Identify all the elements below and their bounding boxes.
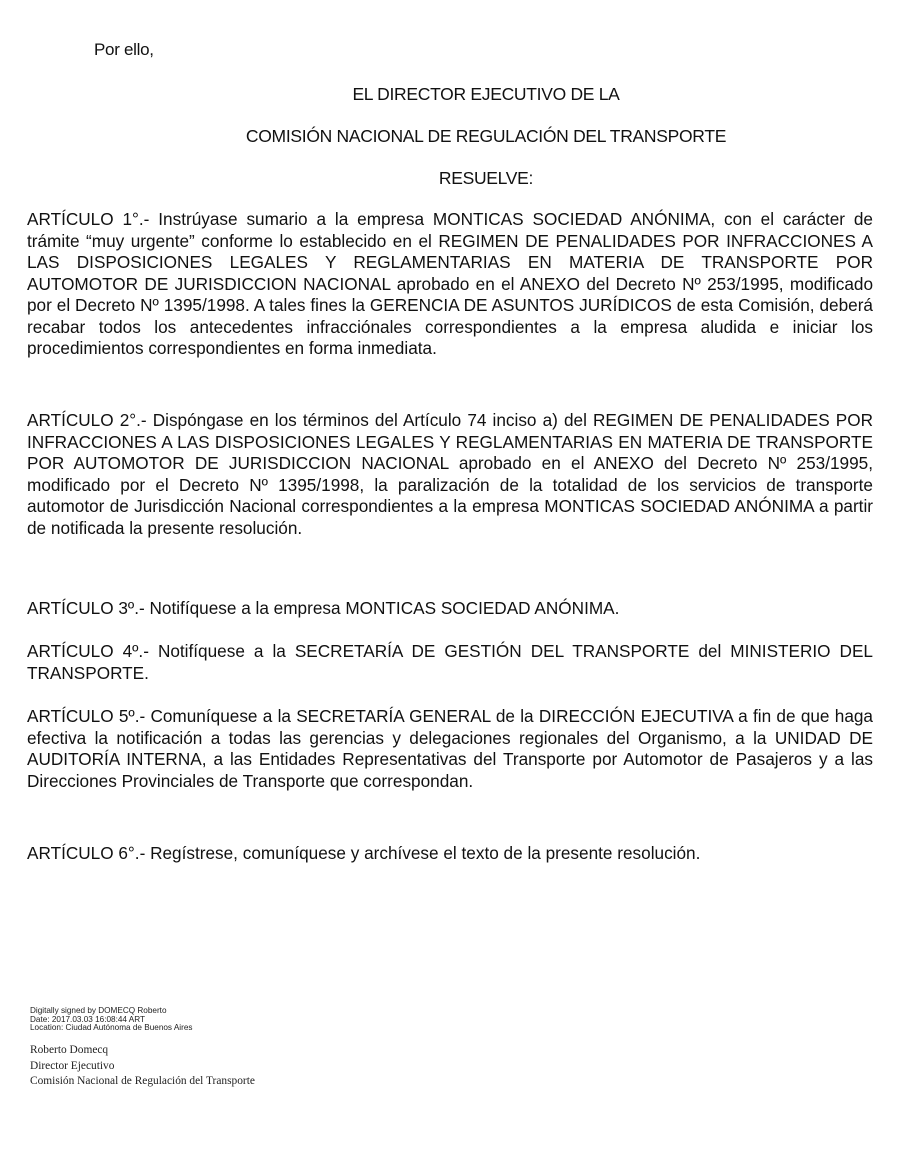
signer-organization: Comisión Nacional de Regulación del Transporte (30, 1075, 255, 1087)
article-3: ARTÍCULO 3º.- Notifíquese a la empresa MONTICAS SOCIEDAD ANÓNIMA. (27, 598, 620, 618)
title-line-resuelve: RESUELVE: (438, 168, 534, 188)
article-2: ARTÍCULO 2°.- Dispóngase en los términos del Artículo 74 inciso a) del REGIMEN DE PENALIDADES POR INFRACCIONES A LAS DISPOSICIONES LEGALES Y REGLAMENTARIAS EN MATERIA DE TRANSPORTE POR AUTOMOTOR DE JURISDICCION NACIONAL aprobado en el ANEXO del Decreto Nº 253/1995, modificado por el Decreto Nº 1395/1998, la paralización de la totalidad de los servicios de transporte automotor de Jurisdicción Nacional correspondientes a la empresa MONTICAS SOCIEDAD ANÓNIMA a partir de notificada la presente resolución. (27, 410, 873, 538)
digital-signature-location: Location: Ciudad Autónoma de Buenos Aires (30, 1023, 193, 1033)
opening-phrase: Por ello, (94, 40, 154, 59)
article-1: ARTÍCULO 1°.- Instrúyase sumario a la empresa MONTICAS SOCIEDAD ANÓNIMA, con el carácter de trámite “muy urgente” conforme lo establecido en el REGIMEN DE PENALIDADES POR INFRACCIONES A LAS DISPOSICIONES LEGALES Y REGLAMENTARIAS EN MATERIA DE TRANSPORTE POR AUTOMOTOR DE JURISDICCION NACIONAL aprobado en el ANEXO del Decreto Nº 253/1995, modificado por el Decreto Nº 1395/1998. A tales fines la GERENCIA DE ASUNTOS JURÍDICOS de esta Comisión, deberá recabar todos los antecedentes infracciónales correspondientes a la empresa aludida e iniciar los procedimientos correspondientes en forma inmediata. (27, 209, 873, 358)
signature-block (30, 1043, 255, 1090)
signer-name: Roberto Domecq (30, 1044, 109, 1056)
digital-signature-date: Date: 2017.03.03 16:08:44 ART (30, 1014, 146, 1024)
title-line-director: EL DIRECTOR EJECUTIVO DE LA (352, 84, 620, 104)
article-4: ARTÍCULO 4º.- Notifíquese a la SECRETARÍA DE GESTIÓN DEL TRANSPORTE del MINISTERIO DEL TRANSPORTE. (27, 641, 873, 683)
digital-signature-info (30, 1007, 193, 1033)
title-line-commission: COMISIÓN NACIONAL DE REGULACIÓN DEL TRANSPORTE (245, 126, 727, 146)
article-6: ARTÍCULO 6°.- Regístrese, comuníquese y archívese el texto de la presente resolución. (27, 843, 701, 863)
signer-position: Director Ejecutivo (30, 1059, 115, 1072)
article-5: ARTÍCULO 5º.- Comuníquese a la SECRETARÍA GENERAL de la DIRECCIÓN EJECUTIVA a fin de que haga efectiva la notificación a todas las gerencias y delegaciones regionales del Organismo, a la UNIDAD DE AUDITORÍA INTERNA, a las Entidades Representativas del Transporte por Automotor de Pasajeros y a las Direcciones Provinciales de Transporte que correspondan. (27, 706, 873, 791)
digital-signed-by: Digitally signed by DOMECQ Roberto (30, 1006, 167, 1015)
